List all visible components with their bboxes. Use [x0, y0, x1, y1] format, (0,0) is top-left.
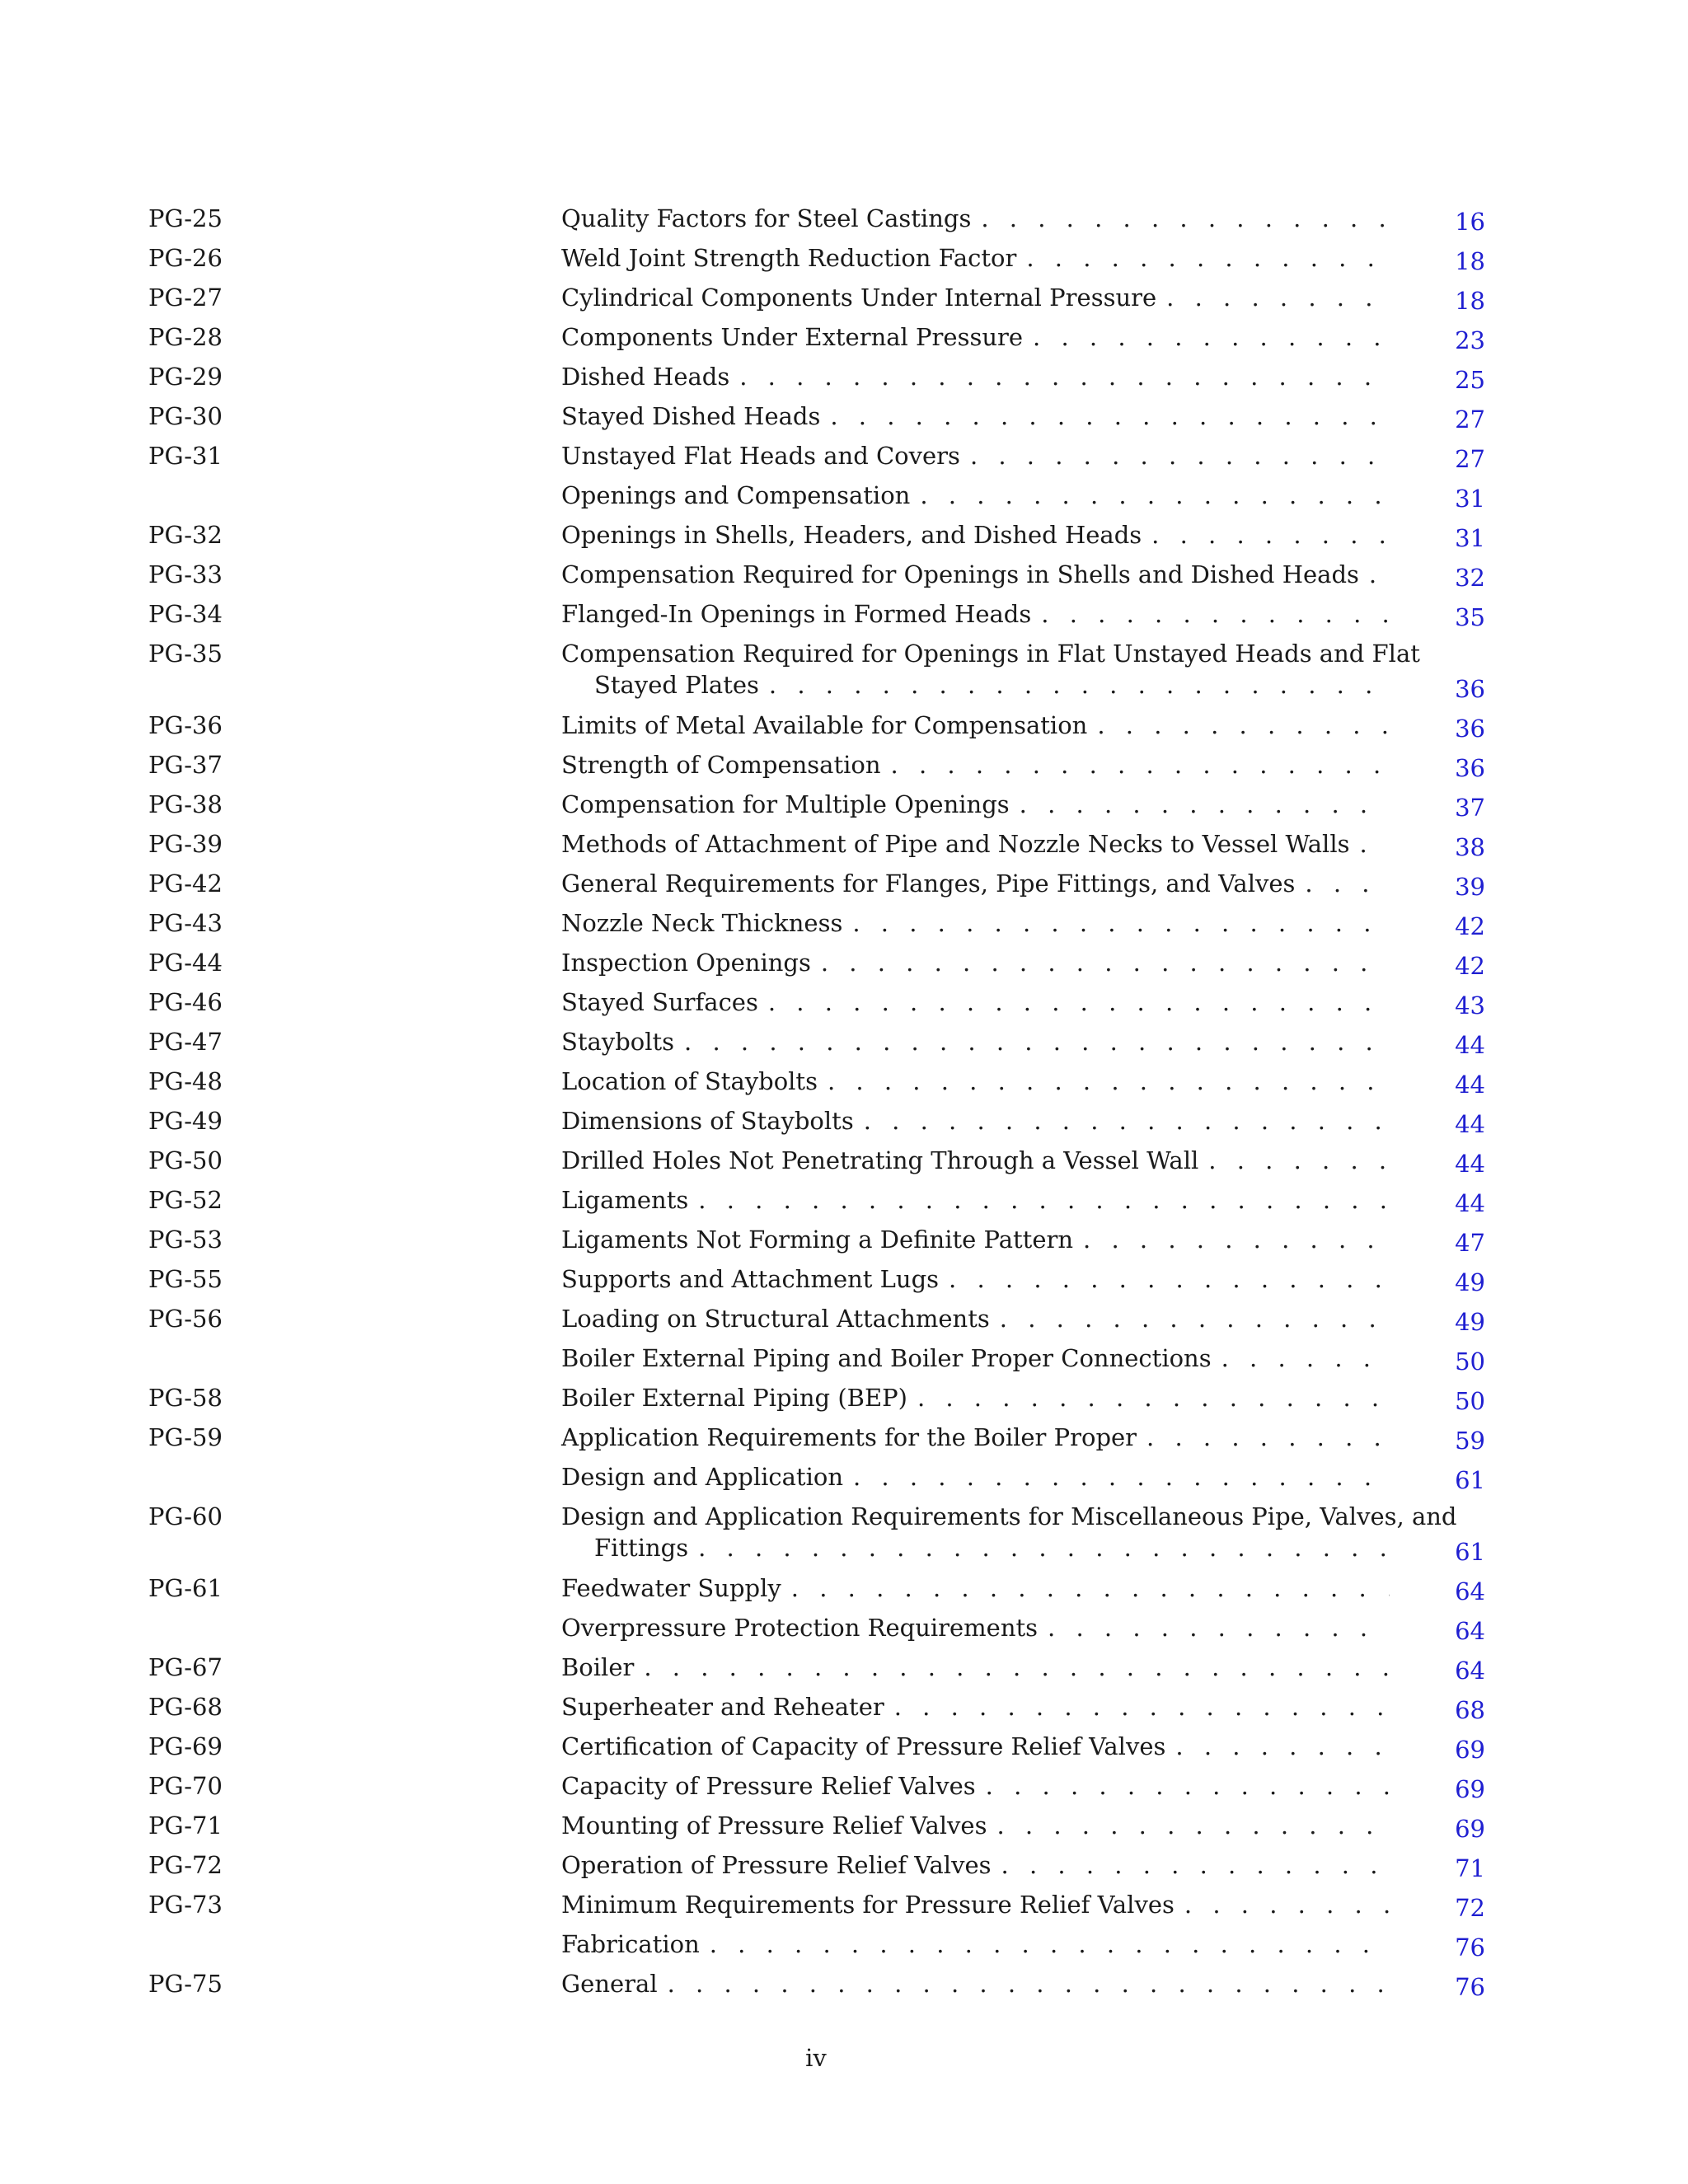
toc-row[interactable]	[0, 1107, 1688, 1146]
toc-entry-code: PG-44	[148, 949, 223, 977]
toc-section-row[interactable]	[0, 1614, 1688, 1653]
toc-row[interactable]	[0, 600, 1688, 640]
toc-row[interactable]	[0, 1305, 1688, 1344]
toc-entry-title: Stayed Dished Heads	[561, 402, 821, 430]
toc-page-link[interactable]: 18	[1455, 247, 1485, 275]
toc-row[interactable]	[0, 988, 1688, 1028]
toc-entry-title: Superheater and Reheater	[561, 1693, 884, 1721]
toc-page-link[interactable]: 23	[1455, 326, 1485, 354]
dot-leader	[791, 1574, 1390, 1602]
toc-entry-code: PG-56	[148, 1305, 223, 1333]
toc-entry-title: Capacity of Pressure Relief Valves	[561, 1772, 976, 1800]
toc-entry-code: PG-61	[148, 1574, 223, 1602]
dot-leader	[1146, 1423, 1390, 1451]
toc-page-link[interactable]: 69	[1455, 1736, 1485, 1764]
toc-entry-title: Weld Joint Strength Reduction Factor	[561, 244, 1017, 272]
toc-page-link[interactable]: 42	[1455, 912, 1485, 940]
dot-leader	[821, 949, 1390, 977]
dot-leader	[920, 481, 1390, 509]
toc-entry-title: Application Requirements for the Boiler Proper	[561, 1423, 1137, 1451]
toc-entry-code: PG-43	[148, 909, 223, 937]
toc-entry-code: PG-58	[148, 1384, 223, 1412]
toc-entry-title: Location of Staybolts	[561, 1067, 818, 1095]
toc-entry-title-continued: Fittings	[594, 1534, 689, 1562]
toc-entry-title: General Requirements for Flanges, Pipe Fittings, and Valves	[561, 869, 1296, 898]
toc-row[interactable]	[0, 1265, 1688, 1305]
toc-page-link[interactable]: 18	[1455, 287, 1485, 315]
toc-entry-code: PG-42	[148, 869, 223, 898]
toc-row[interactable]	[0, 1811, 1688, 1851]
toc-page-link[interactable]: 47	[1455, 1229, 1485, 1257]
toc-row[interactable]	[0, 244, 1688, 284]
toc-entry-title: Dimensions of Staybolts	[561, 1107, 854, 1135]
toc-entry-title: Nozzle Neck Thickness	[561, 909, 843, 937]
toc-row[interactable]	[0, 909, 1688, 949]
dot-leader	[1175, 1732, 1390, 1760]
toc-row[interactable]	[0, 1067, 1688, 1107]
toc-section-row[interactable]	[0, 1344, 1688, 1384]
toc-entry-code: PG-53	[148, 1226, 223, 1254]
dot-leader	[828, 1067, 1390, 1095]
toc-entry-code: PG-33	[148, 560, 223, 588]
toc-entry-code: PG-38	[148, 790, 223, 818]
toc-section-title: Boiler External Piping and Boiler Proper Connections	[561, 1344, 1212, 1372]
toc-page-link[interactable]: 27	[1455, 405, 1485, 434]
toc-entry-code: PG-49	[148, 1107, 223, 1135]
toc-entry-code: PG-50	[148, 1146, 223, 1174]
toc-page-link[interactable]: 31	[1455, 524, 1485, 552]
dot-leader	[1184, 1891, 1390, 1919]
toc-row[interactable]	[0, 1693, 1688, 1732]
dot-leader	[1001, 1851, 1390, 1879]
toc-page-link[interactable]: 25	[1455, 366, 1485, 394]
toc-entry-title: Unstayed Flat Heads and Covers	[561, 442, 960, 470]
toc-page-link[interactable]: 36	[1455, 675, 1485, 703]
toc-page-link[interactable]: 37	[1455, 794, 1485, 822]
toc-page-link[interactable]: 50	[1455, 1387, 1485, 1415]
toc-entry-code: PG-59	[148, 1423, 223, 1451]
toc-entry-title: Drilled Holes Not Penetrating Through a Vessel Wall	[561, 1146, 1199, 1174]
dot-leader	[698, 1186, 1390, 1214]
toc-entry-title: Quality Factors for Steel Castings	[561, 204, 972, 232]
toc-entry-code: PG-70	[148, 1772, 223, 1800]
toc-page-link[interactable]: 38	[1455, 833, 1485, 861]
toc-entry-title: Ligaments	[561, 1186, 689, 1214]
toc-row[interactable]	[0, 363, 1688, 402]
dot-leader	[769, 671, 1390, 699]
toc-page-link[interactable]: 44	[1455, 1189, 1485, 1217]
toc-page-link[interactable]: 27	[1455, 445, 1485, 473]
toc-entry-title: Inspection Openings	[561, 949, 811, 977]
toc-section-title: Design and Application	[561, 1463, 843, 1491]
toc-page-link[interactable]: 69	[1455, 1775, 1485, 1803]
dot-leader	[1033, 323, 1390, 351]
toc-row[interactable]	[0, 640, 1688, 711]
toc-row[interactable]	[0, 442, 1688, 481]
toc-entry-title: Boiler	[561, 1653, 635, 1681]
dot-leader	[1026, 244, 1390, 272]
toc-entry-code: PG-73	[148, 1891, 223, 1919]
toc-entry-title-continued: Stayed Plates	[594, 671, 759, 699]
dot-leader	[1020, 790, 1390, 818]
dot-leader	[996, 1811, 1390, 1840]
toc-row[interactable]	[0, 323, 1688, 363]
dot-leader	[668, 1970, 1390, 1998]
toc-entry-title: Design and Application Requirements for Miscellaneous Pipe, Valves, and	[561, 1502, 1457, 1530]
toc-page-link[interactable]: 44	[1455, 1071, 1485, 1099]
toc-page-link[interactable]: 50	[1455, 1347, 1485, 1376]
toc-row[interactable]	[0, 1653, 1688, 1693]
toc-row[interactable]	[0, 1226, 1688, 1265]
toc-entry-title: Boiler External Piping (BEP)	[561, 1384, 907, 1412]
toc-page-link[interactable]: 61	[1455, 1538, 1485, 1566]
dot-leader	[917, 1384, 1390, 1412]
dot-leader	[1369, 560, 1390, 588]
toc-page-link[interactable]: 64	[1455, 1657, 1485, 1685]
toc-entry-title: Compensation Required for Openings in Flat Unstayed Heads and Flat	[561, 640, 1420, 668]
toc-entry-code: PG-28	[148, 323, 223, 351]
toc-page-link[interactable]: 72	[1455, 1894, 1485, 1922]
dot-leader	[1041, 600, 1390, 628]
toc-entry-code: PG-25	[148, 204, 223, 232]
toc-row[interactable]	[0, 1423, 1688, 1463]
dot-leader	[1221, 1344, 1390, 1372]
toc-entry-code: PG-35	[148, 640, 223, 668]
toc-row[interactable]	[0, 521, 1688, 560]
dot-leader	[1048, 1614, 1390, 1642]
dot-leader	[864, 1107, 1390, 1135]
toc-page-link[interactable]: 39	[1455, 873, 1485, 901]
dot-leader	[684, 1028, 1390, 1056]
toc-entry-title: Cylindrical Components Under Internal Pressure	[561, 284, 1157, 312]
toc-page-link[interactable]: 64	[1455, 1617, 1485, 1645]
toc-page-link[interactable]: 59	[1455, 1427, 1485, 1455]
toc-row[interactable]	[0, 284, 1688, 323]
toc-entry-code: PG-67	[148, 1653, 223, 1681]
toc-row[interactable]	[0, 1186, 1688, 1226]
toc-entry-code: PG-29	[148, 363, 223, 391]
toc-row[interactable]	[0, 830, 1688, 869]
toc-entry-code: PG-52	[148, 1186, 223, 1214]
toc-page-link[interactable]: 76	[1455, 1973, 1485, 2001]
toc-entry-code: PG-30	[148, 402, 223, 430]
dot-leader	[981, 204, 1390, 232]
dot-leader	[1000, 1305, 1390, 1333]
toc-entry-title: Certification of Capacity of Pressure Relief Valves	[561, 1732, 1166, 1760]
dot-leader	[1208, 1146, 1390, 1174]
toc-row[interactable]	[0, 1851, 1688, 1891]
toc-page-link[interactable]: 16	[1455, 208, 1485, 236]
toc-entry-title: Components Under External Pressure	[561, 323, 1024, 351]
toc-row[interactable]	[0, 1891, 1688, 1930]
page-number: iv	[805, 2044, 827, 2072]
toc-page-link[interactable]: 61	[1455, 1466, 1485, 1494]
toc-entry-code: PG-39	[148, 830, 223, 858]
toc-entry-code: PG-68	[148, 1693, 223, 1721]
toc-entry-code: PG-47	[148, 1028, 223, 1056]
toc-page-link[interactable]: 64	[1455, 1577, 1485, 1605]
toc-row[interactable]	[0, 1970, 1688, 2009]
toc-entry-title: General	[561, 1970, 658, 1998]
toc-row[interactable]	[0, 402, 1688, 442]
toc-entry-code: PG-37	[148, 751, 223, 779]
dot-leader	[894, 1693, 1390, 1721]
toc-page-link[interactable]: 49	[1455, 1268, 1485, 1296]
dot-leader	[949, 1265, 1390, 1293]
toc-entry-code: PG-60	[148, 1502, 223, 1530]
toc-entry-title: Minimum Requirements for Pressure Relief Valves	[561, 1891, 1175, 1919]
dot-leader	[970, 442, 1390, 470]
toc-page-link[interactable]: 49	[1455, 1308, 1485, 1336]
dot-leader	[852, 909, 1390, 937]
toc-row[interactable]	[0, 949, 1688, 988]
toc-entry-code: PG-32	[148, 521, 223, 549]
toc-row[interactable]	[0, 204, 1688, 244]
toc-entry-code: PG-69	[148, 1732, 223, 1760]
dot-leader	[891, 751, 1390, 779]
toc-entry-title: Loading on Structural Attachments	[561, 1305, 990, 1333]
toc-entry-title: Openings in Shells, Headers, and Dished Heads	[561, 521, 1142, 549]
toc-section-title: Openings and Compensation	[561, 481, 911, 509]
toc-entry-title: Stayed Surfaces	[561, 988, 758, 1016]
toc-entry-title: Staybolts	[561, 1028, 675, 1056]
toc-entry-code: PG-75	[148, 1970, 223, 1998]
dot-leader	[1083, 1226, 1390, 1254]
toc-entry-title: Limits of Metal Available for Compensation	[561, 711, 1088, 739]
toc-entry-code: PG-31	[148, 442, 223, 470]
toc-page-link[interactable]: 43	[1455, 991, 1485, 1019]
toc-row[interactable]	[0, 1028, 1688, 1067]
toc-page-link[interactable]: 32	[1455, 564, 1485, 592]
toc-page-link[interactable]: 35	[1455, 603, 1485, 631]
toc-page-link[interactable]: 36	[1455, 754, 1485, 782]
toc-entry-code: PG-27	[148, 284, 223, 312]
toc-page-link[interactable]: 68	[1455, 1696, 1485, 1724]
toc-page-link[interactable]: 36	[1455, 715, 1485, 743]
toc-entry-title: Feedwater Supply	[561, 1574, 781, 1602]
dot-leader	[698, 1534, 1390, 1562]
toc-entry-code: PG-48	[148, 1067, 223, 1095]
toc-entry-title: Compensation Required for Openings in Shells and Dished Heads	[561, 560, 1359, 588]
dot-leader	[830, 402, 1390, 430]
toc-row[interactable]	[0, 869, 1688, 909]
toc-page-link[interactable]: 31	[1455, 485, 1485, 513]
toc-section-title: Overpressure Protection Requirements	[561, 1614, 1039, 1642]
toc-entry-code: PG-55	[148, 1265, 223, 1293]
toc-entry-title: Dished Heads	[561, 363, 730, 391]
toc-row[interactable]	[0, 1772, 1688, 1811]
toc-section-title: Fabrication	[561, 1930, 700, 1958]
toc-row[interactable]	[0, 1146, 1688, 1186]
toc-row[interactable]	[0, 711, 1688, 751]
dot-leader	[768, 988, 1390, 1016]
dot-leader	[1097, 711, 1390, 739]
toc-entry-title: Strength of Compensation	[561, 751, 881, 779]
toc-row[interactable]	[0, 1732, 1688, 1772]
toc-entry-title: Mounting of Pressure Relief Valves	[561, 1811, 987, 1840]
dot-leader	[853, 1463, 1390, 1491]
toc-row[interactable]	[0, 1574, 1688, 1614]
toc-entry-title: Operation of Pressure Relief Valves	[561, 1851, 992, 1879]
toc-entry-title: Compensation for Multiple Openings	[561, 790, 1010, 818]
toc-row[interactable]	[0, 1384, 1688, 1423]
toc-page-link[interactable]: 69	[1455, 1815, 1485, 1843]
toc-row[interactable]	[0, 560, 1688, 600]
toc-entry-code: PG-36	[148, 711, 223, 739]
toc-page-link[interactable]: 44	[1455, 1150, 1485, 1178]
toc-entry-code: PG-72	[148, 1851, 223, 1879]
toc-entry-code: PG-34	[148, 600, 223, 628]
toc-entry-code: PG-46	[148, 988, 223, 1016]
toc-entry-title: Supports and Attachment Lugs	[561, 1265, 940, 1293]
dot-leader	[739, 363, 1390, 391]
toc-entry-title: Ligaments Not Forming a Definite Pattern	[561, 1226, 1074, 1254]
toc-section-row[interactable]	[0, 1463, 1688, 1502]
toc-row[interactable]	[0, 1502, 1688, 1574]
dot-leader	[1166, 284, 1390, 312]
dot-leader	[986, 1772, 1390, 1800]
toc-page-link[interactable]: 76	[1455, 1933, 1485, 1961]
toc-entry-code: PG-71	[148, 1811, 223, 1840]
toc-page-link[interactable]: 44	[1455, 1110, 1485, 1138]
dot-leader	[1359, 830, 1390, 858]
toc-row[interactable]	[0, 790, 1688, 830]
dot-leader	[1305, 869, 1390, 898]
toc-entry-code: PG-26	[148, 244, 223, 272]
toc-section-row[interactable]	[0, 481, 1688, 521]
toc-entry-title: Flanged-In Openings in Formed Heads	[561, 600, 1032, 628]
toc-section-row[interactable]	[0, 1930, 1688, 1970]
dot-leader	[710, 1930, 1390, 1958]
dot-leader	[644, 1653, 1390, 1681]
toc-row[interactable]	[0, 751, 1688, 790]
table-of-contents	[0, 204, 1688, 2009]
toc-page-link[interactable]: 71	[1455, 1854, 1485, 1882]
dot-leader	[1151, 521, 1390, 549]
toc-page-link[interactable]: 44	[1455, 1031, 1485, 1059]
toc-page-link[interactable]: 42	[1455, 952, 1485, 980]
toc-entry-title: Methods of Attachment of Pipe and Nozzle Necks to Vessel Walls	[561, 830, 1350, 858]
